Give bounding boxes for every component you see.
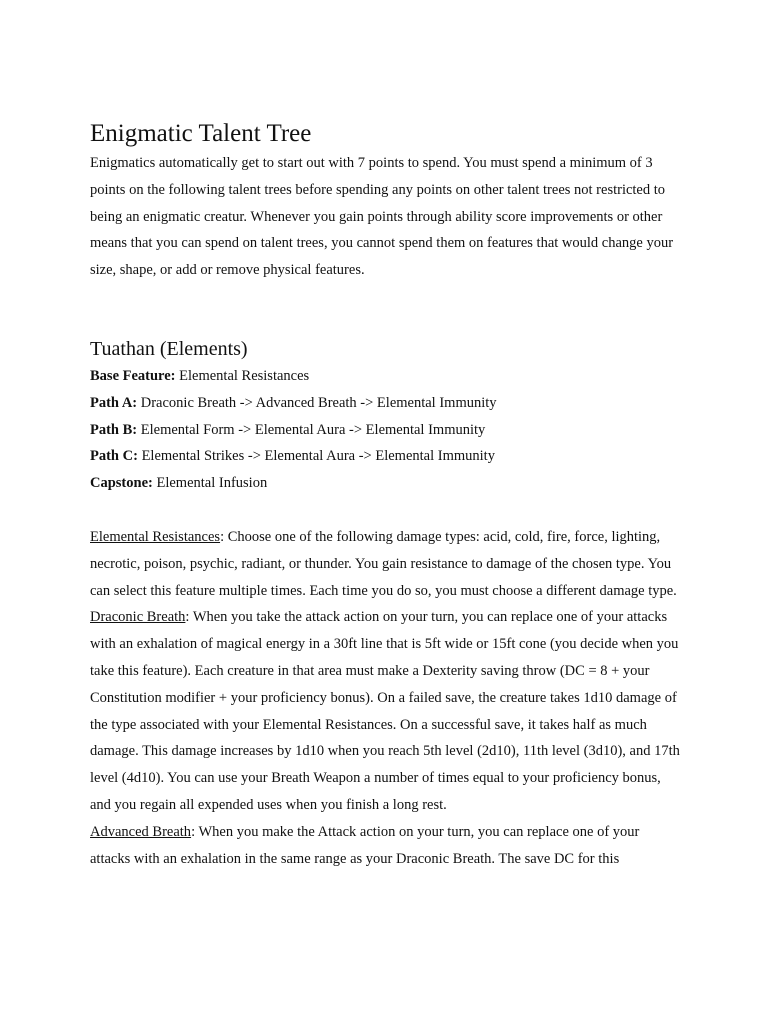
talent-summary — [90, 363, 682, 497]
summary-label: Capstone: — [90, 475, 153, 492]
summary-text: Elemental Form -> Elemental Aura -> Elemental Immunity — [137, 421, 486, 438]
summary-text: Draconic Breath -> Advanced Breath -> Elemental Immunity — [137, 394, 497, 411]
summary-text: Elemental Infusion — [152, 475, 268, 492]
feature-descriptions — [90, 524, 682, 872]
section-title: Tuathan (Elements) — [90, 337, 248, 360]
feature-name: Elemental Resistances — [90, 528, 221, 545]
summary-label: Path A: — [90, 394, 138, 411]
summary-label: Base Feature: — [90, 367, 176, 384]
feature-text: : When you make the Attack action on your turn, you can replace one of your attacks with an exhalation in the same range as your Draconic Breath. The save DC for this — [90, 823, 640, 867]
summary-base-feature — [90, 363, 682, 390]
feature-advanced-breath — [90, 819, 682, 873]
summary-text: Elemental Resistances — [175, 367, 310, 384]
intro-paragraph: Enigmatics automatically get to start out with 7 points to spend. You must spend a minimum of 3 points on the following talent trees before spending any points on other talent trees not restricted to being an enigmatic creatur. Whenever you gain points through ability score improvements or other means that you can spend on talent trees, you cannot spend them on features that would change your size, shape, or add or remove physical features. — [90, 155, 674, 279]
feature-elemental-resistances — [90, 524, 682, 604]
summary-label: Path C: — [90, 448, 138, 465]
feature-name: Draconic Breath — [90, 609, 186, 626]
summary-capstone — [90, 470, 682, 497]
summary-path-a — [90, 390, 682, 417]
feature-draconic-breath — [90, 604, 682, 818]
summary-path-c — [90, 443, 682, 470]
summary-text: Elemental Strikes -> Elemental Aura -> Elemental Immunity — [137, 448, 495, 465]
feature-name: Advanced Breath — [90, 823, 192, 840]
feature-text: : Choose one of the following damage types: acid, cold, fire, force, lighting, necrotic, poison, psychic, radiant, or thunder. You gain resistance to damage of the chosen type. You can select this feature multiple times. Each time you do so, you must choose a different damage type. — [90, 528, 677, 599]
summary-label: Path B: — [90, 421, 138, 438]
summary-path-b — [90, 417, 682, 444]
feature-text: : When you take the attack action on your turn, you can replace one of your attacks with an exhalation of magical energy in a 30ft line that is 5ft wide or 15ft cone (you decide when you take this feature). Each creature in that area must make a Dexterity saving throw (DC = 8 + your Constitution modifier + your proficiency bonus). On a failed save, the creature takes 1d10 damage of the type associated with your Elemental Resistances. On a successful save, it takes half as much damage. This damage increases by 1d10 when you reach 5th level (2d10), 11th level (3d10), and 17th level (4d10). You can use your Breath Weapon a number of times equal to your proficiency bonus, and you regain all expended uses when you finish a long rest. — [90, 609, 680, 813]
document-title: Enigmatic Talent Tree — [90, 120, 312, 147]
document-page — [90, 118, 682, 872]
